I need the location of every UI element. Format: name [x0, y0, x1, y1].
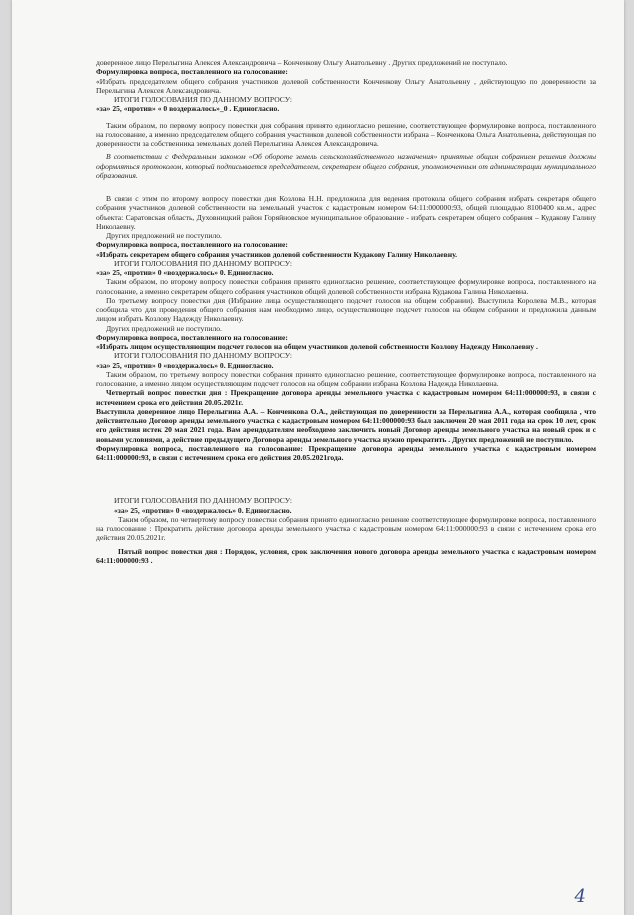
paragraph: Таким образом, по первому вопросу повестки дня собрания принято единогласно решение, соответствующее формулировке вопроса, поставленного на голосование, а именно председателем общего собрания участников долевой собственности избрана – Конченкова Ольга Анатольевна, действующая по доверенности за собственника земельных долей Перелыгина Алексея Александровича. [96, 120, 596, 148]
voting-results: «за» 25, «против» 0 «воздержалось» 0. Единогласно. [96, 360, 274, 370]
document-page [12, 0, 624, 915]
page-number: 4 [574, 886, 586, 907]
paragraph: Других предложений не поступило. [106, 231, 222, 240]
voting-results-heading: ИТОГИ ГОЛОСОВАНИЯ ПО ДАННОМУ ВОПРОСУ: [114, 351, 292, 361]
question-wording-heading: Формулировка вопроса, поставленного на голосование: [96, 67, 288, 77]
paragraph: Пятый вопрос повестки дня : Порядок, условия, срок заключения нового договора аренды земельного участка с кадастровым номером 64:11:000000:93 . [96, 546, 596, 565]
question-wording: «Избрать секретарем общего собрания участников долевой собственности Кудакову Галину Николаевну. [96, 249, 458, 259]
voting-results-heading: ИТОГИ ГОЛОСОВАНИЯ ПО ДАННОМУ ВОПРОСУ: [114, 496, 292, 506]
voting-results-heading: ИТОГИ ГОЛОСОВАНИЯ ПО ДАННОМУ ВОПРОСУ: [114, 258, 292, 268]
paragraph: В связи с этим по второму вопросу повестки дня Козлова Н.Н. предложила для ведения протокола общего собрания избрать секретаря общего собрания участников долевой собственности на земельный участок с кадастровым номером 64:11:000000:93, общей площадью 8100400 кв.м., адрес объекта: Саратовская область, Духовницкий район Горяйновское муниципальное образование - избрать секретарем общего собрания – Кудакову Галину Николаевну. [96, 194, 596, 231]
paragraph: По третьему вопросу повестки дня (Избрание лица осуществляющего подсчет голосов на общем собрании). Выступила Королева М.В., которая сообщила что для проведения общего собрания нам необходимо лицо, осуществляющее подсчет голосов на общем собрании и предложила данным лицом избрать Козлову Надежду Николаевну. [96, 295, 596, 324]
voting-results: «за» 25, «против» « 0 воздержалось»_0 . Единогласно. [96, 104, 280, 114]
voting-results-heading: ИТОГИ ГОЛОСОВАНИЯ ПО ДАННОМУ ВОПРОСУ: [114, 95, 292, 104]
document-body [96, 58, 596, 565]
paragraph: Четвертый вопрос повестки дня : Прекращение договора аренды земельного участка с кадастровым номером 64:11:000000:93, в связи с истечением срока его действия 20.05.2021г. [96, 388, 596, 407]
paragraph: Других предложений не поступило. [106, 323, 222, 333]
paragraph: Таким образом, по четвертому вопросу повестки собрания принято единогласно решение соответствующее формулировке вопроса, поставленного на голосование : Прекратить действие договора аренды земельного участка с кадастровым номером 64:11:000000:93 в связи с истечением срока его действия 20.05.2021г. [96, 514, 596, 543]
paragraph: Таким образом, по второму вопросу повестки собрания принято единогласно решение, соответствующее формулировке вопроса, поставленного на голосование, а именно секретарем общего собрания участников общей долевой собственности избрана Кудакова Галина Николаевна. [96, 277, 596, 296]
question-wording: «Избрать председателем общего собрания участников долевой собственности Конченкову Ольгу Анатольевну , действующую по доверенности за Перелыгина Алексея Александровича. [96, 76, 596, 95]
voting-results: «за» 25, «против» 0 «воздержалось» 0. Единогласно. [96, 268, 274, 277]
paragraph: доверенное лицо Перелыгина Алексея Александровича – Конченкову Ольгу Анатольевну . Других предложений не поступало. [96, 58, 508, 67]
question-wording: Формулировка вопроса, поставленного на голосование: Прекращение договора аренды земельного участка с кадастровым номером 64:11:000000:93, в связи с истечением срока его действия 20.05.2021года. [96, 443, 596, 462]
paragraph: Выступила доверенное лицо Перелыгина А.А. – Конченкова О.А., действующая по доверенности за Перелыгина А.А., которая сообщила , что действительно Договор аренды земельного участка с кадастровым номером 64:11:000000:93 был заключен 20 мая 2011 года на срок 10 лет, срок его действия истек 20 мая 2021 года. Вам арендодателям необходимо заключить новый Договор аренды земельного участка на новый срок и с новыми условиями, а действие предыдущего Договора аренды земельного участка нужно прекратить . Других предложений не поступило. [96, 406, 596, 444]
paragraph: Таким образом, по третьему вопросу повестки собрания принято единогласно решение, соответствующее формулировке вопроса, поставленного на голосование, а именно лицом осуществляющим подсчет голосов на общем собрании избрана Козлова Надежда Николаевна. [96, 369, 596, 388]
question-wording-heading: Формулировка вопроса, поставленного на голосование: [96, 332, 288, 342]
voting-results: «за» 25, «против» 0 «воздержалось» 0. Единогласно. [114, 505, 292, 515]
question-wording: «Избрать лицом осуществляющим подсчет голосов на общем участников долевой собственности Козлову Надежду Николаевну . [96, 342, 538, 351]
question-wording-heading: Формулировка вопроса, поставленного на голосование: [96, 240, 288, 250]
law-reference-paragraph: В соответствии с Федеральным законом «Об обороте земель сельскохозяйственного назначения» принятые общим собранием решения должны оформляться протоколом, который подписывается председателем, секретарем общего собрания, уполномоченным от администрации муниципального образования. [96, 152, 596, 180]
